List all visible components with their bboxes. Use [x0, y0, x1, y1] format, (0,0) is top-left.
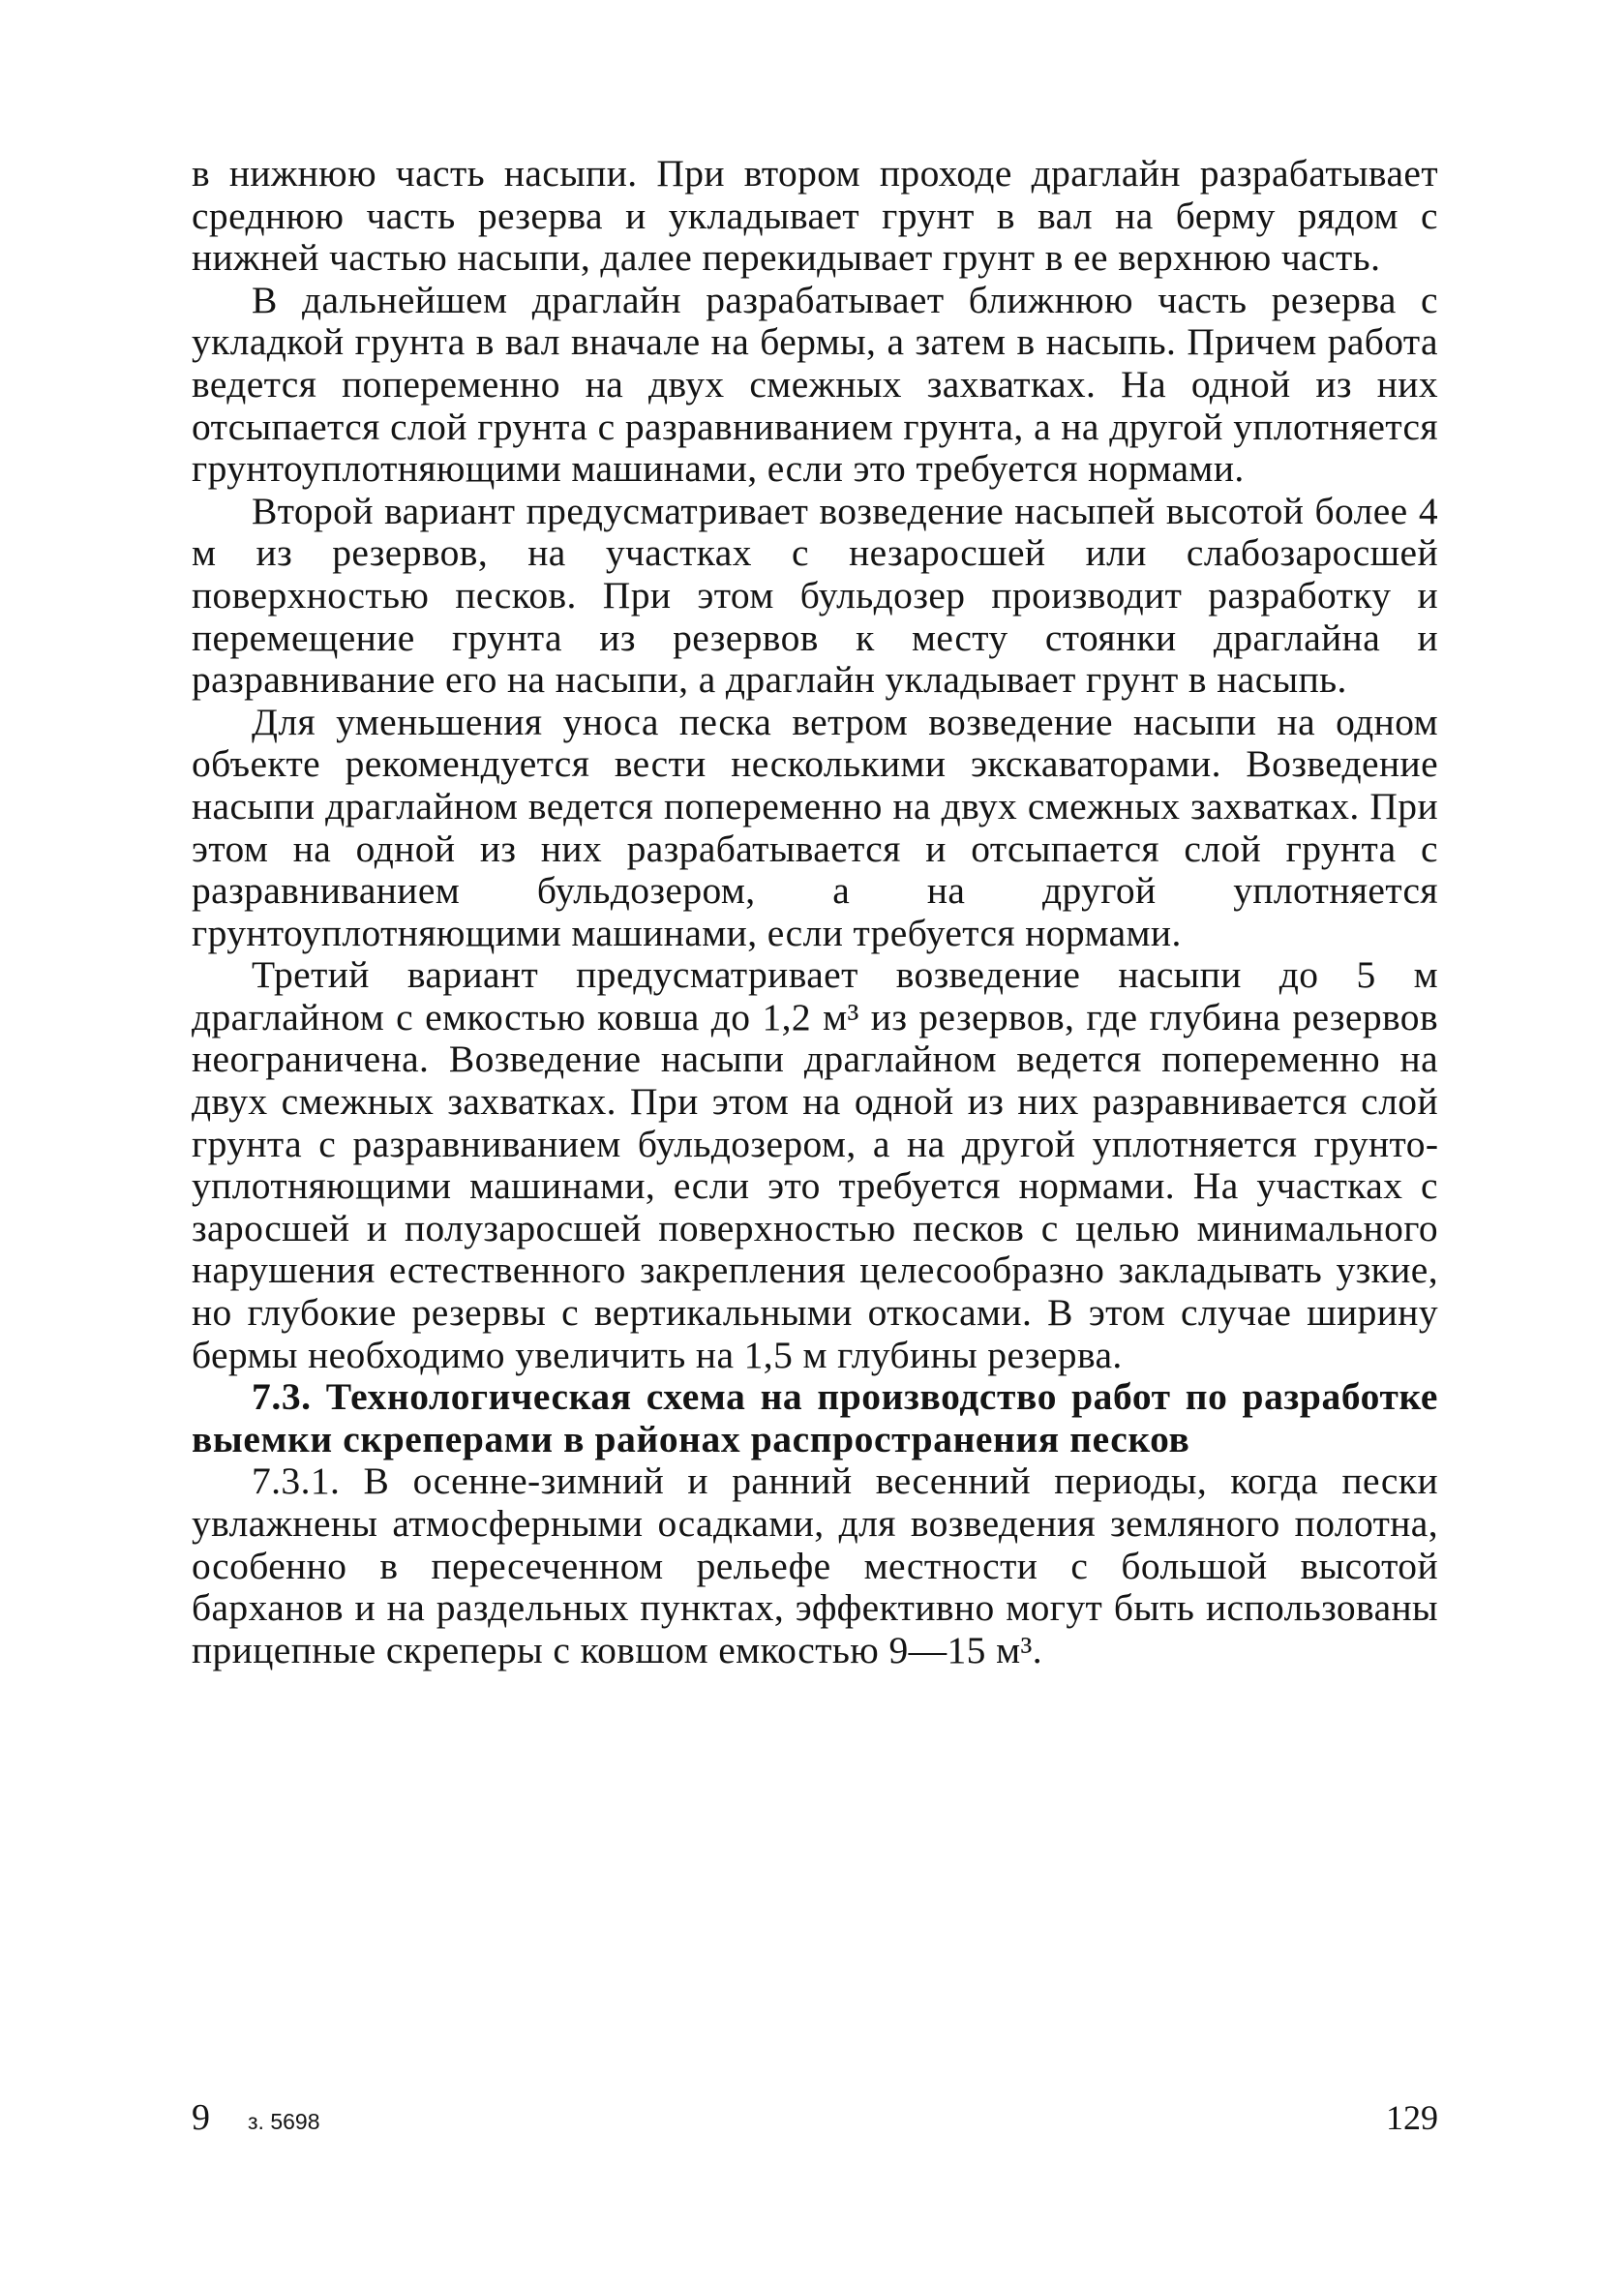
- printing-order-code: з. 5698: [248, 2109, 320, 2134]
- page-footer: [192, 2096, 1438, 2145]
- paragraph: В дальнейшем драглайн разрабатывает ближнюю часть резерва с укладкой грунта в вал вначале на бермы, а затем в насыпь. Причем работа ведется попеременно на двух смежных захватках. На одной из них отсыпается слой грунта с разравниванием грунта, а на другой уплотняется грунтоуплотняющими машинами, если это требуется нормами.: [192, 278, 1438, 491]
- paragraph: Для уменьшения уноса песка ветром возведение насыпи на одном объекте рекомендуется вести несколькими экскаваторами. Возведение насыпи драглайном ведется попеременно на двух смежных захватках. При этом на одной из них разрабатывается и отсыпается слой грунта с разравниванием бульдозером, а на другой уплотняется грунтоуплотняющими машинами, если требуется нормами.: [192, 700, 1438, 954]
- paragraph-continuation: в нижнюю часть насыпи. При втором проходе драглайн разрабатывает среднюю часть резерва и укладывает грунт в вал на берму рядом с нижней частью насыпи, далее перекидывает грунт в ее верхнюю часть.: [192, 152, 1438, 280]
- body-text: [192, 153, 1438, 1671]
- paragraph: Третий вариант предусматривает возведение насыпи до 5 м драглайном с емкостью ковша до 1,2 м³ из резервов, где глубина резервов неограничена. Возведение насыпи драглайном ведется попеременно на двух смежных захватках. При этом на одной из них разравнивается слой грунта с разравниванием бульдозером, а на другой уплотняется грунтоуплотняющими машинами, если это требуется нормами. На участках с заросшей и полузаросшей поверхностью песков с целью минимального нарушения естественного закрепления целесообразно закладывать узкие, но глубокие резервы с вертикальными откосами. В этом случае ширину бермы необходимо увеличить на 1,5 м глубины резерва.: [192, 953, 1438, 1376]
- paragraph: 7.3.1. В осенне-зимний и ранний весенний периоды, когда пески увлажнены атмосферными осадками, для возведения земляного полотна, особенно в пересеченном рельефе местности с большой высотой барханов и на раздельных пунктах, эффективно могут быть использованы прицепные скреперы с ковшом емкостью 9—15 м³.: [192, 1459, 1438, 1671]
- paragraph: Второй вариант предусматривает возведение насыпей высотой более 4 м из резервов, на участках с незаросшей или слабозаросшей поверхностью песков. При этом бульдозер производит разработку и перемещение грунта из резервов к месту стоянки драглайна и разравнивание его на насыпи, а драглайн укладывает грунт в насыпь.: [192, 489, 1438, 702]
- signature-number: 9: [192, 2097, 210, 2138]
- section-heading: 7.3. Технологическая схема на производство работ по разработке выемки скреперами в районах распространения песков: [192, 1375, 1438, 1460]
- page-number: 129: [1386, 2098, 1438, 2137]
